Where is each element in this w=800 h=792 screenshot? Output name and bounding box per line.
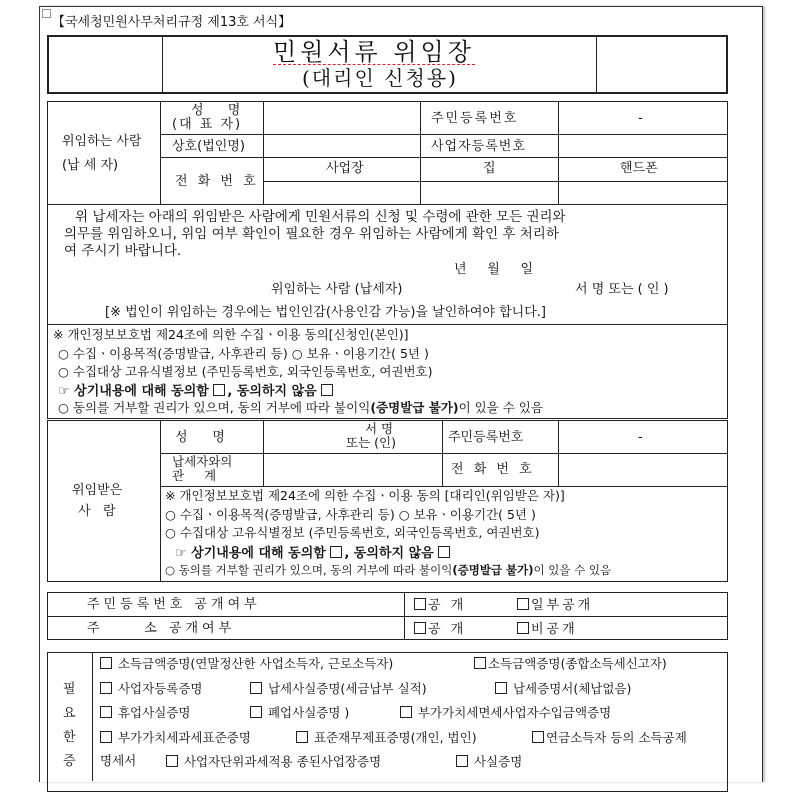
address-public-label: 공 개 bbox=[428, 622, 467, 637]
doc-checkbox-6[interactable] bbox=[100, 706, 112, 718]
resident-no-value[interactable]: - bbox=[638, 111, 643, 126]
doc-checkbox-10[interactable] bbox=[296, 731, 308, 743]
docs-side-3: 한 bbox=[63, 730, 76, 745]
name-label: 성 명 bbox=[191, 103, 251, 118]
relation-label-1: 납세자와의 bbox=[172, 454, 233, 469]
doc-label-1: 소득금액증명(연말정산한 사업소득자, 근로소득자) bbox=[117, 656, 394, 671]
resident-no-label: 주민등록번호 bbox=[431, 111, 519, 126]
resident-public-label: 공 개 bbox=[428, 598, 467, 613]
delegator-label: 위임하는 사람 bbox=[62, 134, 142, 149]
doc-label-7: 폐업사실증명 ) bbox=[267, 705, 350, 720]
doc-option-9[interactable] bbox=[100, 731, 251, 745]
delegate-label-divider bbox=[160, 420, 161, 582]
doc-label-5: 납세증명서(체납없음) bbox=[512, 681, 632, 696]
page-corner-marker bbox=[42, 9, 51, 18]
docs-side-4: 증 bbox=[63, 754, 76, 769]
phone-home-field[interactable] bbox=[421, 182, 557, 203]
privacy1-heading: ※ 개인정보보호법 제24조에 의한 수집ㆍ이용 동의[신청인(본인)] bbox=[53, 327, 409, 342]
privacy2-disagree-checkbox[interactable] bbox=[438, 546, 450, 558]
phone-mobile-field[interactable] bbox=[559, 182, 727, 203]
resident-no-disclosure-label: 주민등록번호 공개여부 bbox=[87, 597, 261, 612]
documents-section bbox=[47, 652, 728, 792]
delegator-row-line-2 bbox=[160, 157, 728, 158]
privacy1-refuse-note-c: 이 있을 수 있음 bbox=[458, 400, 543, 415]
privacy2-refuse-note bbox=[165, 565, 611, 577]
form-title: 민원서류 위임장 bbox=[273, 38, 475, 66]
docs-side-2: 요 bbox=[63, 706, 76, 721]
doc-label-13: 사실증명 bbox=[473, 754, 523, 769]
delegate-label: 위임받은 bbox=[72, 483, 123, 498]
delegate-row-line-2 bbox=[160, 486, 728, 487]
statement-date: 년 월 일 bbox=[454, 262, 533, 277]
address-public-checkbox[interactable] bbox=[414, 622, 426, 634]
company-field[interactable] bbox=[264, 135, 419, 156]
doc-checkbox-5[interactable] bbox=[495, 682, 507, 694]
doc-checkbox-4[interactable] bbox=[250, 682, 262, 694]
relation-label-2: 관 계 bbox=[172, 468, 217, 483]
address-disclosure-private[interactable] bbox=[517, 622, 578, 636]
doc-checkbox-2[interactable] bbox=[474, 657, 486, 669]
doc-label-11: 연금소득자 등의 소득공제 bbox=[546, 730, 687, 745]
title-divider-right bbox=[596, 36, 597, 93]
title-divider-left bbox=[162, 36, 163, 93]
doc-label-6: 휴업사실증명 bbox=[117, 705, 191, 720]
company-label: 상호(법인명) bbox=[172, 139, 245, 154]
doc-option-11[interactable] bbox=[532, 731, 687, 745]
doc-option-1[interactable] bbox=[100, 657, 393, 671]
doc-option-7[interactable] bbox=[250, 706, 349, 720]
privacy1-refuse-note-b: (증명발급 불가) bbox=[370, 400, 459, 415]
statement-sign-label: 서 명 또는 ( 인 ) bbox=[575, 282, 669, 297]
documents-side-divider bbox=[92, 652, 93, 781]
doc-label-8: 부가가치세면세사업자수입금액증명 bbox=[417, 705, 612, 720]
doc-label-12: 사업자단위과세적용 종된사업장증명 bbox=[183, 754, 382, 769]
address-private-checkbox[interactable] bbox=[517, 622, 529, 634]
statement-line-3: 여 주시기 바랍니다. bbox=[64, 243, 182, 259]
resident-disclosure-partial[interactable] bbox=[517, 598, 593, 612]
privacy2-heading: ※ 개인정보보호법 제24조에 의한 수집ㆍ이용 동의 [대리인(위임받은 자)] bbox=[165, 488, 565, 503]
privacy2-refuse-note-c: 이 있을 수 있음 bbox=[533, 563, 612, 577]
address-disclosure-label: 주 소 공개여부 bbox=[87, 621, 236, 636]
delegate-sign-label-2: 또는 (인) bbox=[346, 435, 396, 450]
doc-checkbox-12[interactable] bbox=[166, 755, 178, 767]
statement-signer: 위임하는 사람 (납세자) bbox=[271, 282, 403, 297]
privacy2-consent-prefix: ☞ 상기내용에 대해 동의함 bbox=[175, 546, 326, 561]
docs-side-1: 필 bbox=[63, 682, 76, 697]
resident-partial-checkbox[interactable] bbox=[517, 598, 529, 610]
delegator-label-divider bbox=[160, 101, 161, 204]
doc-option-6[interactable] bbox=[100, 706, 190, 720]
statement-line-1: 위 납세자는 아래의 위임받은 사람에게 민원서류의 신청 및 수령에 관한 모든 권리와 bbox=[75, 209, 566, 225]
doc-checkbox-7[interactable] bbox=[250, 706, 262, 718]
biz-no-label: 사업자등록번호 bbox=[431, 139, 526, 154]
doc-option-5[interactable] bbox=[495, 682, 631, 696]
phone-col-home: 집 bbox=[483, 161, 496, 176]
disclosure-col-divider bbox=[404, 592, 405, 640]
delegate-resident-no-value[interactable]: - bbox=[638, 430, 643, 445]
disclosure-row-line bbox=[47, 616, 728, 617]
address-disclosure-public[interactable] bbox=[414, 622, 466, 636]
delegate-resident-no-label: 주민등록번호 bbox=[448, 430, 524, 445]
doc-option-2[interactable] bbox=[474, 657, 667, 671]
privacy1-purpose: ○ 수집ㆍ이용목적(증명발급, 사후관리 등) ○ 보유ㆍ이용기간( 5년 ) bbox=[58, 346, 429, 361]
privacy2-consent-row bbox=[175, 546, 452, 560]
name-label-sub: (대 표 자) bbox=[172, 117, 243, 132]
form-subtitle: (대리인 신청용) bbox=[302, 66, 458, 90]
doc-checkbox-9[interactable] bbox=[100, 731, 112, 743]
privacy1-consent-prefix: ☞ 상기내용에 대해 동의함 bbox=[58, 384, 209, 399]
doc-checkbox-8[interactable] bbox=[400, 706, 412, 718]
doc-label-4: 납세사실증명(세금납부 실적) bbox=[267, 681, 427, 696]
phone-col-workplace: 사업장 bbox=[326, 161, 364, 176]
doc-label-10: 표준재무제표증명(개인, 법인) bbox=[313, 730, 477, 745]
privacy2-purpose: ○ 수집ㆍ이용목적(증명발급, 사후관리 등) ○ 보유ㆍ이용기간( 5년 ) bbox=[165, 507, 536, 522]
doc-option-10[interactable] bbox=[296, 731, 477, 745]
privacy2-refuse-note-b: (증명발급 불가) bbox=[452, 563, 534, 577]
privacy2-refuse-note-a: ○ 동의를 거부할 권리가 있으며, 동의 거부에 따라 불이익 bbox=[165, 563, 453, 577]
delegate-phone-field[interactable] bbox=[559, 454, 727, 485]
doc-checkbox-11[interactable] bbox=[532, 731, 544, 743]
phone-workplace-field[interactable] bbox=[264, 182, 419, 203]
delegate-phone-label: 전 화 번 호 bbox=[451, 462, 535, 477]
delegate-label-sub: 사 람 bbox=[78, 504, 116, 519]
address-private-label: 비공개 bbox=[531, 622, 578, 637]
privacy2-items: ○ 수집대상 고유식별정보 (주민등록번호, 외국인등록번호, 여권번호) bbox=[165, 525, 540, 540]
doc-checkbox-13[interactable] bbox=[456, 755, 468, 767]
delegator-row-line-4 bbox=[47, 204, 728, 205]
privacy2-agree-checkbox[interactable] bbox=[330, 546, 342, 558]
phone-label: 전 화 번 호 bbox=[175, 174, 259, 189]
resident-partial-label: 일부공개 bbox=[531, 598, 594, 613]
statement-line-2: 의무를 위임하오니, 위임 여부 확인이 필요한 경우 위임하는 사람에게 확인 후 처리하 bbox=[64, 226, 559, 242]
doc-label-11-cont: 명세서 bbox=[100, 753, 137, 768]
relation-field[interactable] bbox=[264, 454, 441, 485]
delegate-sign-label-1: 서 명 bbox=[365, 421, 394, 436]
doc-checkbox-3[interactable] bbox=[100, 682, 112, 694]
doc-option-4[interactable] bbox=[250, 682, 427, 696]
doc-label-9: 부가가치세과세표준증명 bbox=[117, 730, 251, 745]
resident-public-checkbox[interactable] bbox=[414, 598, 426, 610]
privacy1-consent-row bbox=[58, 384, 335, 398]
doc-label-3: 사업자등록증명 bbox=[117, 681, 203, 696]
delegator-label-sub: (납 세 자) bbox=[62, 158, 119, 173]
phone-col-mobile: 핸드폰 bbox=[620, 161, 658, 176]
privacy1-disagree-checkbox[interactable] bbox=[321, 384, 333, 396]
privacy1-refuse-note bbox=[58, 402, 543, 415]
resident-disclosure-public[interactable] bbox=[414, 598, 466, 612]
delegate-name-label: 성 명 bbox=[175, 430, 225, 445]
biz-no-field[interactable] bbox=[559, 135, 727, 156]
privacy1-agree-checkbox[interactable] bbox=[213, 384, 225, 396]
doc-option-12[interactable] bbox=[166, 755, 381, 769]
privacy2-consent-mid: , 동의하지 않음 bbox=[344, 546, 434, 561]
privacy1-refuse-note-a: ○ 동의를 거부할 권리가 있으며, 동의 거부에 따라 불이익 bbox=[58, 400, 371, 415]
doc-checkbox-1[interactable] bbox=[100, 657, 112, 669]
privacy1-top-line bbox=[47, 324, 728, 325]
doc-option-3[interactable] bbox=[100, 682, 203, 696]
privacy1-items: ○ 수집대상 고유식별정보 (주민등록번호, 외국인등록번호, 여권번호) bbox=[58, 364, 433, 379]
doc-label-2: 소득금액증명(종합소득세신고자) bbox=[488, 656, 667, 671]
delegator-name-field[interactable] bbox=[264, 102, 419, 133]
doc-option-13[interactable] bbox=[456, 755, 522, 769]
privacy1-consent-mid: , 동의하지 않음 bbox=[227, 384, 317, 399]
corp-seal-note: [※ 법인이 위임하는 경우에는 법인인감(사용인감 가능)을 날인하여야 합니다.] bbox=[105, 305, 546, 320]
doc-option-8[interactable] bbox=[400, 706, 611, 720]
form-reference: 【국세청민원사무처리규정 제13호 서식】 bbox=[52, 15, 292, 30]
